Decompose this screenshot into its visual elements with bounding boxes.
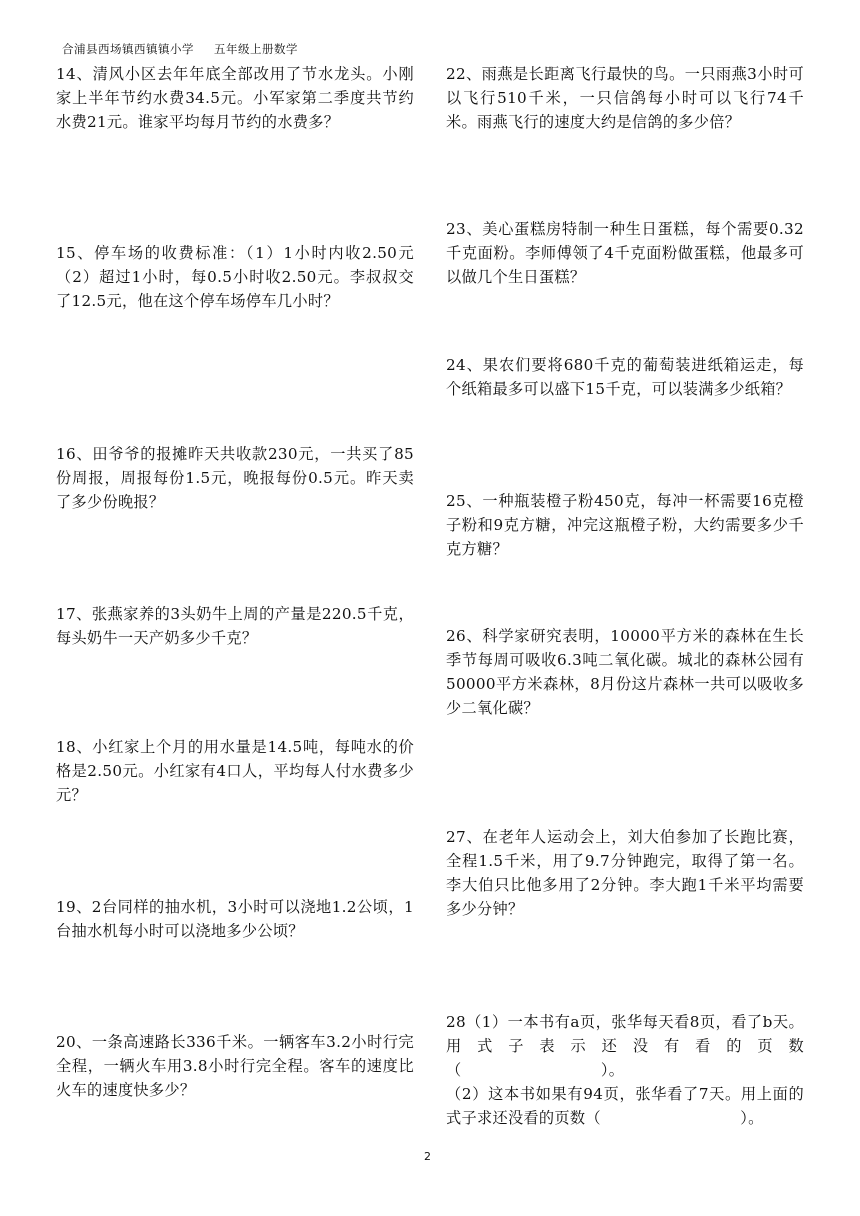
question-22: 22、雨燕是长距离飞行最快的鸟。一只雨燕3小时可以飞行510千米，一只信鸽每小时可以飞行74千米。雨燕飞行的速度大约是信鸽的多少倍？ bbox=[446, 65, 804, 131]
question-16: 16、田爷爷的报摊昨天共收款230元，一共买了85份周报，周报每份1.5元，晚报每份0.5元。昨天卖了多少份晚报？ bbox=[56, 445, 414, 511]
subject-name: 五年级上册数学 bbox=[214, 42, 298, 56]
question-24: 24、果农们要将680千克的葡萄装进纸箱运走，每个纸箱最多可以盛下15千克，可以装满多少纸箱？ bbox=[446, 356, 804, 398]
question-20: 20、一条高速路长336千米。一辆客车3.2小时行完全程，一辆火车用3.8小时行完全程。客车的速度比火车的速度快多少？ bbox=[56, 1033, 414, 1099]
question-28 bbox=[446, 1010, 804, 1130]
page-number: 2 bbox=[424, 1150, 431, 1163]
question-26: 26、科学家研究表明，10000平方米的森林在生长季节每周可吸收6.3吨二氧化碳。城北的森林公园有50000平方米森林，8月份这片森林一共可以吸收多少二氧化碳？ bbox=[446, 627, 804, 717]
question-27: 27、在老年人运动会上，刘大伯参加了长跑比赛，全程1.5千米，用了9.7分钟跑完，取得了第一名。李大伯只比他多用了2分钟。李大跑1千米平均需要多少分钟？ bbox=[446, 828, 804, 918]
school-name: 合浦县西场镇西镇镇小学 bbox=[62, 42, 194, 56]
question-18: 18、小红家上个月的用水量是14.5吨，每吨水的价格是2.50元。小红家有4口人，平均每人付水费多少元？ bbox=[56, 738, 414, 804]
question-28-part-1: 28（1）一本书有a页，张华每天看8页，看了b天。用式子表示还没有看的页数（ ）。 bbox=[446, 1013, 804, 1079]
question-28-part-2: （2）这本书如果有94页，张华看了7天。用上面的式子求还没看的页数（ ）。 bbox=[446, 1085, 804, 1127]
question-23: 23、美心蛋糕房特制一种生日蛋糕，每个需要0.32千克面粉。李师傅领了4千克面粉做蛋糕，他最多可以做几个生日蛋糕？ bbox=[446, 220, 804, 286]
question-25: 25、一种瓶装橙子粉450克，每冲一杯需要16克橙子粉和9克方糖，冲完这瓶橙子粉，大约需要多少千克方糖？ bbox=[446, 492, 804, 558]
question-19: 19、2台同样的抽水机，3小时可以浇地1.2公顷，1台抽水机每小时可以浇地多少公顷？ bbox=[56, 898, 414, 940]
question-17: 17、张燕家养的3头奶牛上周的产量是220.5千克，每头奶牛一天产奶多少千克？ bbox=[56, 605, 414, 647]
page-header bbox=[62, 41, 298, 57]
question-15: 15、停车场的收费标准：（1）1小时内收2.50元 （2）超过1小时，每0.5小时收2.50元。李叔叔交了12.5元，他在这个停车场停车几小时？ bbox=[56, 244, 430, 310]
question-14: 14、清风小区去年年底全部改用了节水龙头。小刚家上半年节约水费34.5元。小军家第二季度共节约水费21元。谁家平均每月节约的水费多？ bbox=[56, 65, 414, 131]
